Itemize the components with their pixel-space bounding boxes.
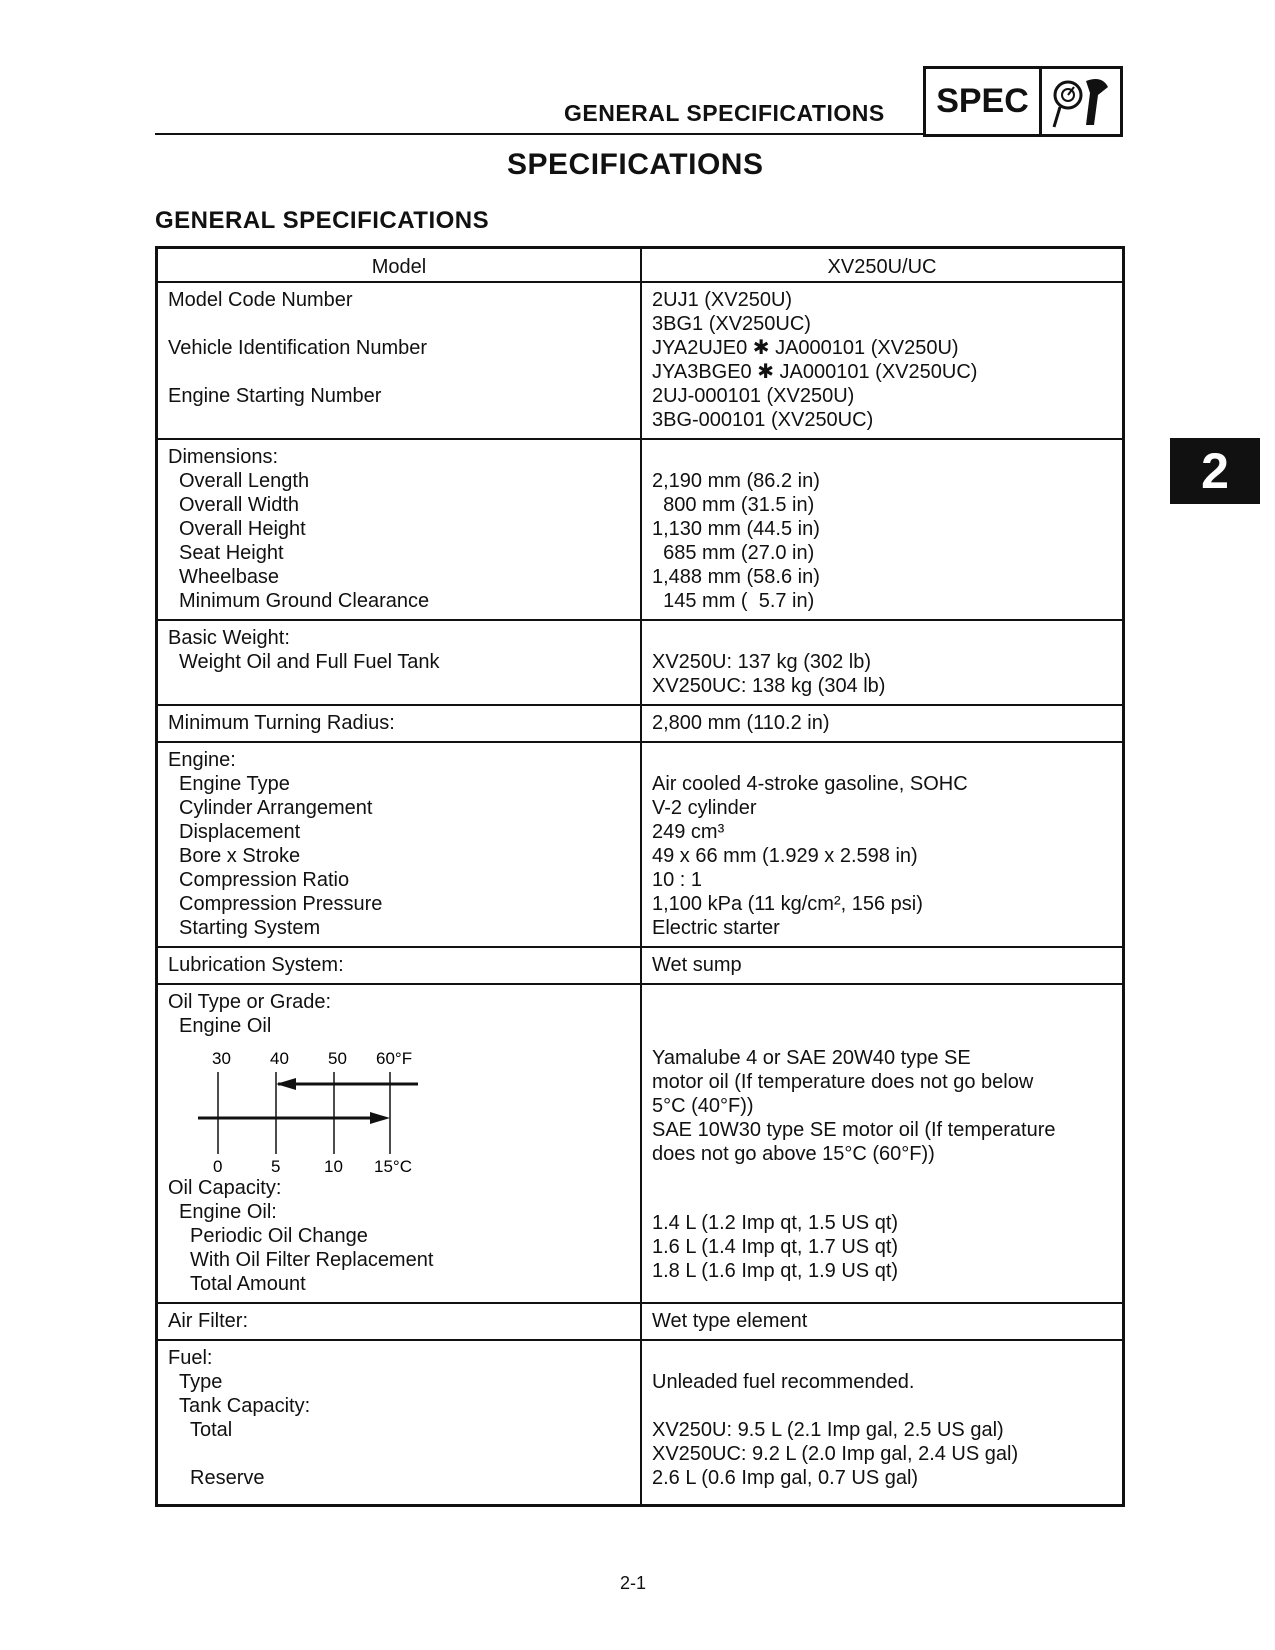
header-model-value: XV250U/UC (641, 248, 1124, 283)
table-row-weight: Basic Weight: Weight Oil and Full Fuel Tank XV250U: 137 kg (302 lb) XV250UC: 138 kg (304 lb) (157, 620, 1124, 705)
spec-badge-text: SPEC (926, 69, 1042, 134)
fuel-title: Fuel: (168, 1347, 213, 1369)
engine-title: Engine: (168, 749, 236, 771)
gauge-wrench-icon (1042, 69, 1120, 134)
oil-type-title: Oil Type or Grade: (168, 991, 332, 1013)
model-code-label: Model Code Number (168, 289, 353, 311)
table-row-identification (157, 282, 1124, 439)
header-title: GENERAL SPECIFICATIONS (564, 100, 885, 126)
spec-table (155, 246, 1125, 1507)
vin-label: Vehicle Identification Number (168, 337, 428, 359)
celsius-tick-label: 10 (324, 1157, 343, 1176)
table-header-row (157, 248, 1124, 283)
model-code-value: 3BG1 (XV250UC) (652, 313, 811, 335)
table-row-fuel: Fuel: Type Tank Capacity: Total Reserve Unleaded fuel recommended. XV250U: 9.5 L (2.1 Imp gal, 2.5 US gal) XV250UC: 9.2 L (2.0 Imp gal, 2.4 US gal) 2.6 L (0.6 Imp gal, 0.7 US gal) (157, 1340, 1124, 1506)
fahrenheit-tick-label: 40 (270, 1049, 289, 1068)
table-row-air-filter: Air Filter: Wet type element (157, 1303, 1124, 1340)
table-row-oil: Oil Type or Grade: Engine Oil 30 40 50 60°F 0 5 10 15°C Oil Capacity: Engine Oil: Periodic Oil Change With Oil Filter Replacement Total Amount Yamalube 4 or SAE 20W40 type SE motor oil (If temperature does not go below 5°C (40°F)) SAE 10W30 type SE motor oil (If temperature does not go above 15°C (60°F)) 1.4 L (1.2 Imp qt, 1.5 US qt) 1.6 L (1.4 Imp qt, 1.7 US qt) 1.8 L (1.6 Imp qt, 1.9 US qt) (157, 984, 1124, 1303)
fahrenheit-tick-label: 60°F (376, 1049, 413, 1068)
vin-value: JYA2UJE0 ✱ JA000101 (XV250U) (652, 337, 959, 359)
table-row-engine: Engine: Engine Type Cylinder Arrangement Displacement Bore x Stroke Compression Ratio Compression Pressure Starting System Air cooled 4-stroke gasoline, SOHC V-2 cylinder 249 cm³ 49 x 66 mm (1.929 x 2.598 in) 10 : 1 1,100 kPa (11 kg/cm², 156 psi) Electric starter (157, 742, 1124, 947)
table-row-lubrication: Lubrication System: Wet sump (157, 947, 1124, 984)
main-title: SPECIFICATIONS (507, 148, 764, 181)
engine-starting-label: Engine Starting Number (168, 385, 382, 407)
fahrenheit-tick-label: 50 (328, 1049, 347, 1068)
engine-starting-value: 3BG-000101 (XV250UC) (652, 409, 874, 431)
engine-starting-value: 2UJ-000101 (XV250U) (652, 385, 855, 407)
section-title: GENERAL SPECIFICATIONS (155, 207, 490, 234)
table-row-dimensions: Dimensions: Overall Length Overall Width Overall Height Seat Height Wheelbase Minimum Ground Clearance 2,190 mm (86.2 in) 800 mm (31.5 in) 1,130 mm (44.5 in) 685 mm (27.0 in) 1,488 mm (58.6 in) 145 mm ( 5.7 in) (157, 439, 1124, 620)
table-row-turning-radius: Minimum Turning Radius: 2,800 mm (110.2 in) (157, 705, 1124, 742)
celsius-tick-label: 0 (213, 1157, 223, 1176)
header-model: Model (157, 248, 642, 283)
dimensions-title: Dimensions: (168, 446, 279, 468)
vin-value: JYA3BGE0 ✱ JA000101 (XV250UC) (652, 361, 978, 383)
fahrenheit-tick-label: 30 (212, 1049, 231, 1068)
model-code-value: 2UJ1 (XV250U) (652, 289, 793, 311)
header-rule (155, 133, 925, 135)
oil-capacity-title: Oil Capacity: (168, 1177, 282, 1199)
celsius-tick-label: 5 (271, 1157, 281, 1176)
oil-temperature-chart (198, 1044, 458, 1176)
weight-title: Basic Weight: (168, 627, 290, 649)
chapter-tab: 2 (1170, 438, 1260, 504)
spec-badge (923, 66, 1123, 137)
page-number: 2-1 (620, 1573, 647, 1593)
celsius-tick-label: 15°C (374, 1157, 412, 1176)
